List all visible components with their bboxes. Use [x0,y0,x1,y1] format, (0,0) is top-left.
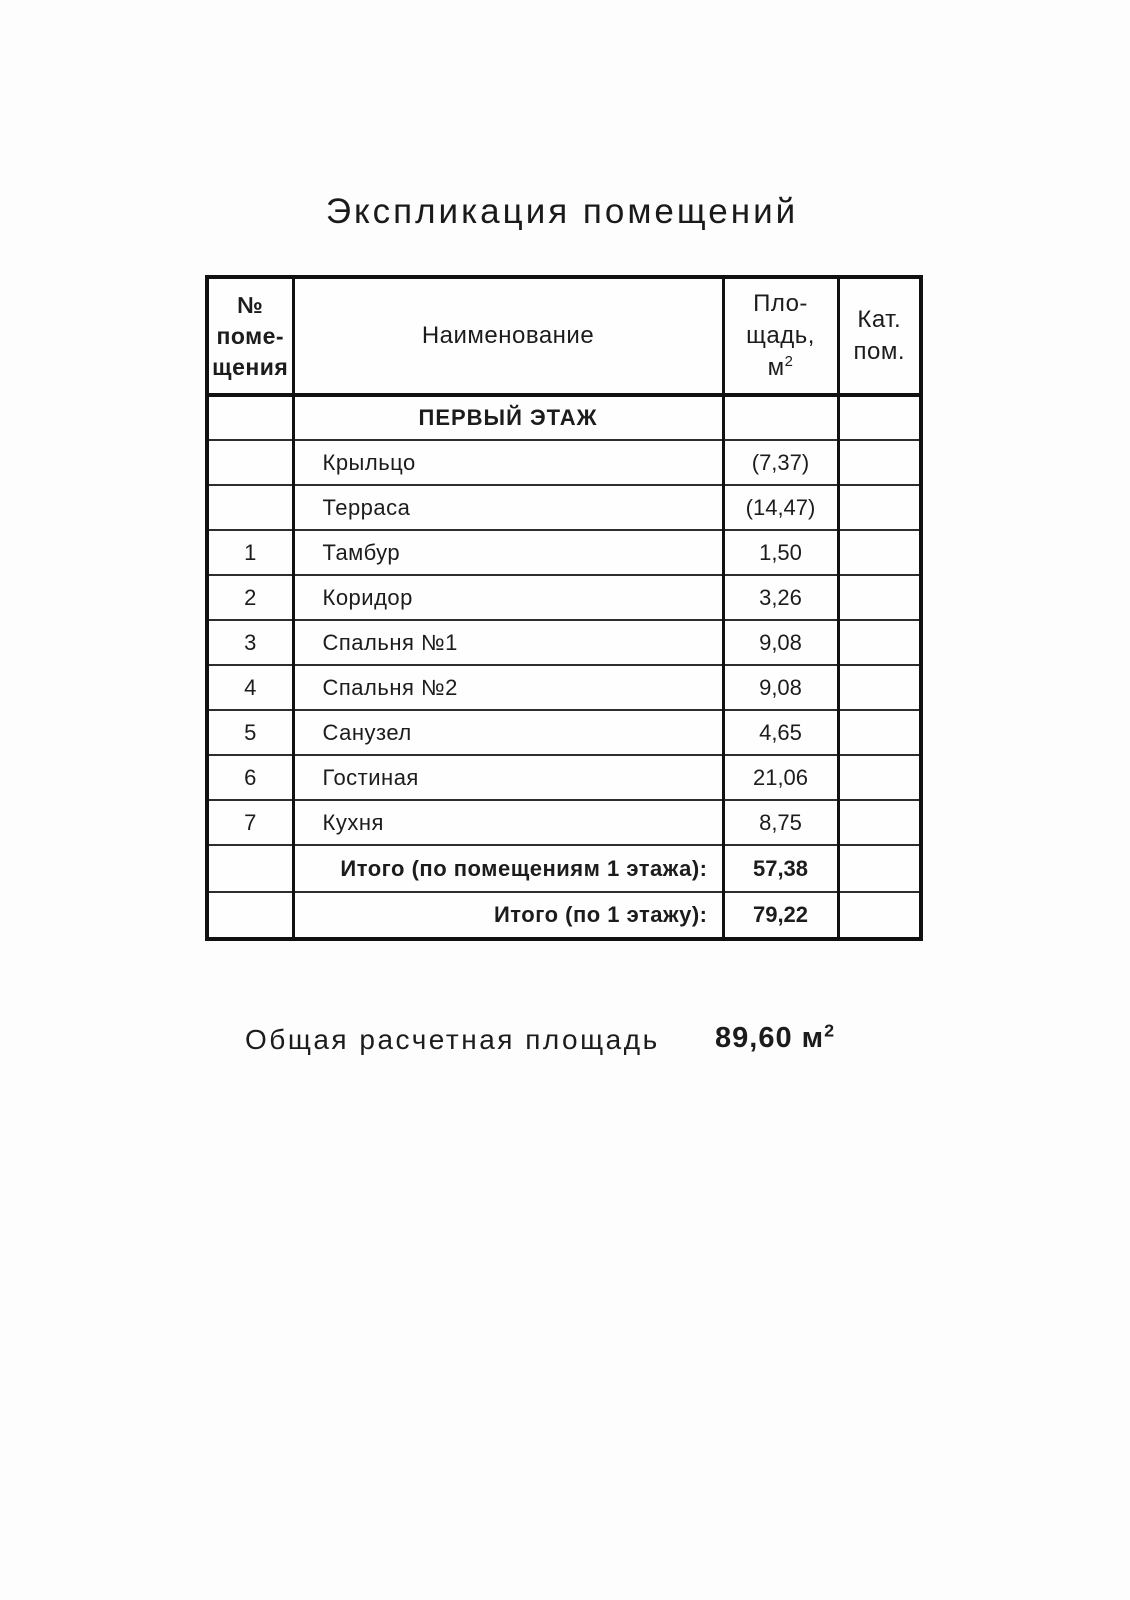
table-row [207,665,921,710]
cell-category [838,845,921,892]
header-number-line1: № поме- [216,291,285,349]
table-row [207,530,921,575]
cell-room-number [207,845,293,892]
table-row [207,710,921,755]
cell-room-number [207,395,293,440]
section-row-first-floor [207,395,921,440]
total-rooms-label: Итого (по помещениям 1 этажа): [293,845,723,892]
cell-room-number: 4 [244,674,257,700]
cell-category [838,440,921,485]
cell-room-number: 5 [244,719,257,745]
cell-area [723,395,838,440]
cell-room-name: Спальня №1 [293,620,723,665]
cell-room-number: 3 [244,629,257,655]
cell-area: (14,47) [723,485,838,530]
total-row-floor [207,892,921,939]
cell-area: (7,37) [723,440,838,485]
header-area-line2: щадь, [746,322,815,349]
cell-room-name: Санузел [293,710,723,755]
cell-room-number: 6 [244,764,257,790]
cell-category [838,710,921,755]
cell-area: 8,75 [723,800,838,845]
total-area-unit: м [801,1022,825,1054]
total-area-number: 89,60 [715,1022,793,1054]
section-title: ПЕРВЫЙ ЭТАЖ [293,395,723,440]
cell-area: 3,26 [723,575,838,620]
cell-room-number: 7 [244,809,257,835]
header-cell-category [838,277,921,395]
cell-category [838,800,921,845]
cell-room-number: 2 [244,584,257,610]
table-header-row [207,277,921,395]
header-cell-name: Наименование [293,277,723,395]
table-row [207,755,921,800]
page-title: Экспликация помещений [325,192,799,231]
header-category-line1: Кат. [857,306,902,333]
total-area-unit-superscript: 2 [824,1020,836,1041]
cell-category [838,485,921,530]
cell-room-number: 1 [244,539,257,565]
table-row [207,800,921,845]
explication-table [205,275,923,941]
cell-category [838,620,921,665]
cell-category [838,575,921,620]
total-area-summary [205,1018,919,1066]
cell-category [838,530,921,575]
cell-room-name: Кухня [293,800,723,845]
header-cell-area [723,277,838,395]
header-area-unit: $м^2$ [767,354,794,381]
total-floor-label: Итого (по 1 этажу): [293,892,723,939]
total-row-floor-rooms [207,845,921,892]
cell-category [838,665,921,710]
cell-room-number [207,440,293,485]
cell-room-name: Спальня №2 [293,665,723,710]
cell-room-name: Тамбур [293,530,723,575]
cell-category [838,755,921,800]
cell-category [838,892,921,939]
total-area-label: Общая расчетная площадь [245,1024,660,1055]
cell-room-number [207,892,293,939]
cell-area: 4,65 [723,710,838,755]
header-category-line2: пом. [853,338,905,365]
cell-room-name: Коридор [293,575,723,620]
table-row [207,440,921,485]
table-row [207,575,921,620]
cell-area: 9,08 [723,620,838,665]
cell-area: 9,08 [723,665,838,710]
table-row [207,485,921,530]
cell-area: 21,06 [723,755,838,800]
cell-category [838,395,921,440]
header-area-line1: Пло- [753,290,808,317]
cell-room-number [207,485,293,530]
total-floor-value: 79,22 [723,892,838,939]
header-cell-room-number [207,277,293,395]
cell-room-name: Гостиная [293,755,723,800]
total-area-value [715,1022,835,1055]
total-rooms-value: 57,38 [723,845,838,892]
cell-room-name: Крыльцо [293,440,723,485]
cell-room-name: Терраса [293,485,723,530]
area-unit-superscript: 2 [784,354,794,370]
cell-area: 1,50 [723,530,838,575]
table-row [207,620,921,665]
header-number-line2: щения [212,353,289,380]
